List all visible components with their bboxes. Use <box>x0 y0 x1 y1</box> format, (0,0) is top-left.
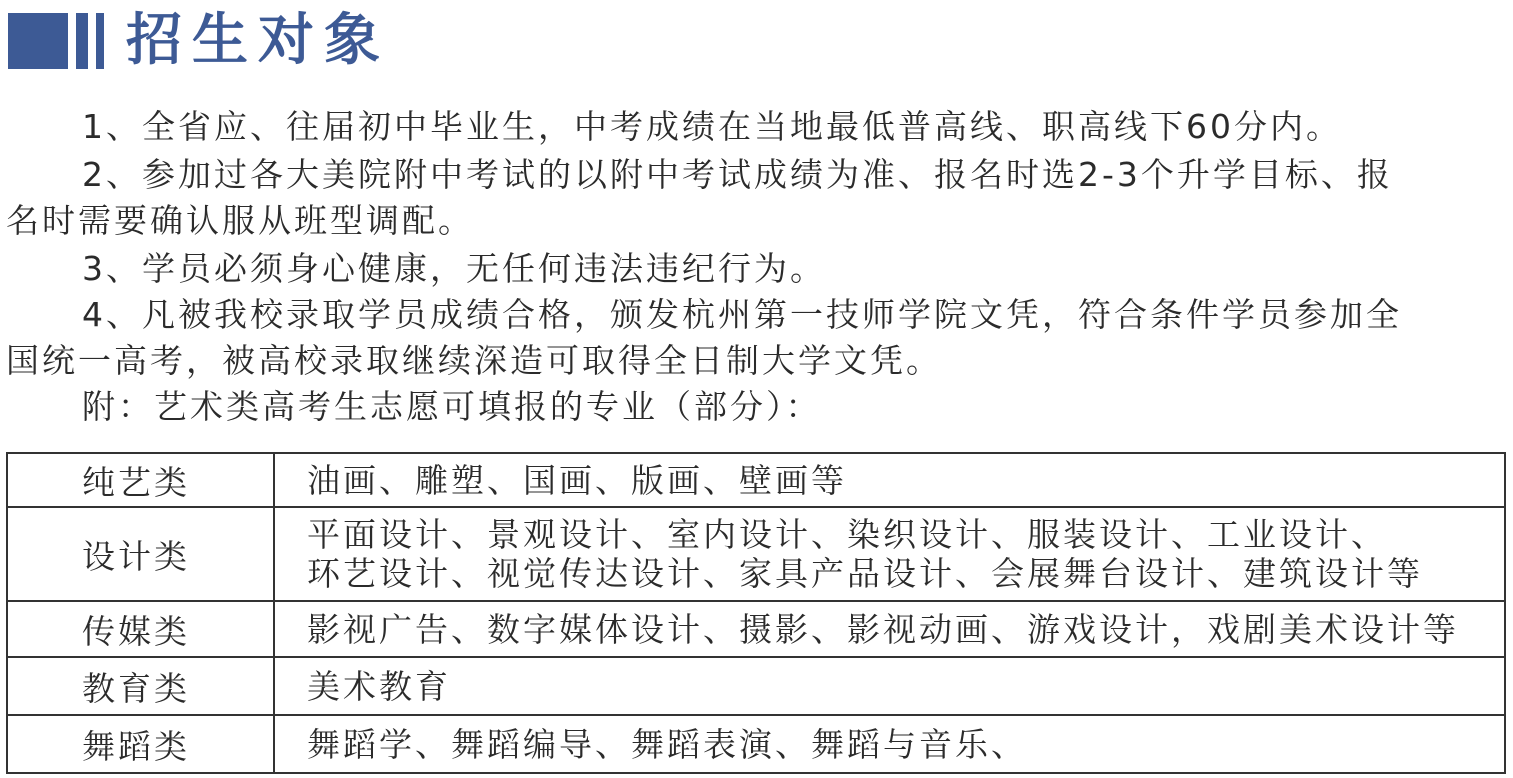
title-block-large <box>8 13 68 69</box>
majors-line: 影视广告、数字媒体设计、摄影、影视动画、游戏设计，戏剧美术设计等 <box>307 609 1459 649</box>
paragraph-2-line-2: 名时需要确认服从班型调配。 <box>6 201 474 240</box>
majors-line: 美术教育 <box>307 666 451 706</box>
table-row <box>7 715 1505 773</box>
title-stripe-1 <box>76 13 88 69</box>
category-cell: 纯艺类 <box>7 453 274 507</box>
section-title: 招生对象 <box>126 8 390 73</box>
paragraph-2-line-1: 2、参加过各大美院附中考试的以附中考试成绩为准、报名时选2-3个升学目标、报 <box>82 155 1393 194</box>
paragraph-3: 3、学员必须身心健康，无任何违法违纪行为。 <box>82 249 826 288</box>
majors-line: 平面设计、景观设计、室内设计、染织设计、服装设计、工业设计、 <box>307 515 1387 554</box>
majors-line: 油画、雕塑、国画、版画、壁画等 <box>307 460 847 500</box>
majors-cell <box>274 715 1505 773</box>
majors-table <box>6 452 1506 774</box>
category-cell: 设计类 <box>7 507 274 601</box>
appendix-note: 附：艺术类高考生志愿可填报的专业（部分）： <box>82 387 822 426</box>
paragraph-1: 1、全省应、往届初中毕业生，中考成绩在当地最低普高线、职高线下60分内。 <box>82 107 1342 146</box>
title-decoration <box>8 13 104 69</box>
majors-cell <box>274 601 1505 657</box>
category-cell: 舞蹈类 <box>7 715 274 773</box>
table-row <box>7 657 1505 715</box>
section-header <box>8 10 390 72</box>
category-cell: 传媒类 <box>7 601 274 657</box>
majors-line: 舞蹈学、舞蹈编导、舞蹈表演、舞蹈与音乐、 <box>307 724 1027 764</box>
majors-cell <box>274 657 1505 715</box>
title-stripe-2 <box>96 13 104 69</box>
majors-cell <box>274 507 1505 601</box>
table-row <box>7 507 1505 601</box>
paragraph-4-line-1: 4、凡被我校录取学员成绩合格，颁发杭州第一技师学院文凭，符合条件学员参加全 <box>82 295 1402 334</box>
table-row <box>7 601 1505 657</box>
table-row <box>7 453 1505 507</box>
majors-line: 环艺设计、视觉传达设计、家具产品设计、会展舞台设计、建筑设计等 <box>307 554 1423 593</box>
category-cell: 教育类 <box>7 657 274 715</box>
paragraph-4-line-2: 国统一高考，被高校录取继续深造可取得全日制大学文凭。 <box>6 341 942 380</box>
majors-cell <box>274 453 1505 507</box>
